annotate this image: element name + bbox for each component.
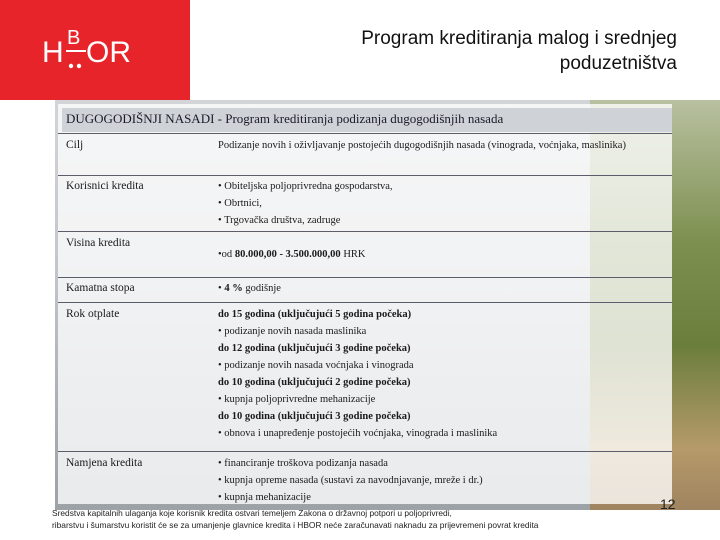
logo-letter-b: B <box>67 27 81 49</box>
row-divider <box>58 277 672 278</box>
rate-suffix: godišnje <box>242 283 281 294</box>
row-divider <box>58 175 672 176</box>
logo-dot-left <box>69 64 73 68</box>
footer-note <box>52 507 652 531</box>
list-item: • Trgovačka društva, zadruge <box>218 215 341 226</box>
term-heading: do 10 godina (uključujući 2 godine počeka) <box>218 377 411 388</box>
logo-dot-right <box>77 64 81 68</box>
table-heading: DUGOGODIŠNJI NASADI - Program kreditiranja podizanja dugogodišnjih nasada <box>62 108 672 132</box>
term-item: • kupnja poljoprivredne mehanizacije <box>218 394 376 405</box>
list-item: • kupnja opreme nasada (sustavi za navodnjavanje, mreže i dr.) <box>218 475 483 486</box>
list-item: • kupnja mehanizacije <box>218 492 311 503</box>
row-label-namjena: Namjena kredita <box>66 457 143 469</box>
row-divider <box>58 451 672 452</box>
hbor-logo <box>0 0 190 100</box>
term-heading: do 15 godina (uključujući 5 godina počeka) <box>218 309 412 320</box>
term-heading: do 10 godina (uključujući 3 godine počeka) <box>218 411 411 422</box>
amount-prefix: •od <box>218 249 235 260</box>
row-value-rok <box>218 306 670 442</box>
term-item: • podizanje novih nasada maslinika <box>218 326 367 337</box>
page-number: 12 <box>660 496 676 512</box>
title-line-2: poduzetništva <box>559 53 677 74</box>
footer-line-1: Sredstva kapitalnih ulaganja koje korisnik kredita ostvari temeljem Zakona o državnoj potpori u poljoprivredi, <box>52 508 452 518</box>
logo-graphic <box>0 0 190 100</box>
row-value-namjena <box>218 455 670 506</box>
row-value-kamatna <box>218 280 670 297</box>
list-item: • financiranje troškova podizanja nasada <box>218 458 388 469</box>
logo-bar <box>66 50 86 52</box>
row-value-visina <box>218 246 670 263</box>
amount-range: 80.000,00 - 3.500.000,00 <box>234 249 341 260</box>
row-value-cilj: Podizanje novih i oživljavanje postojećih dugogodišnjih nasada (vinograda, voćnjaka, maslinika) <box>218 140 626 151</box>
logo-letters-or: OR <box>86 36 131 69</box>
logo-letter-h: H <box>42 36 64 69</box>
row-label-cilj: Cilj <box>66 139 84 151</box>
term-item: • podizanje novih nasada voćnjaka i vinograda <box>218 360 414 371</box>
row-divider <box>58 231 672 232</box>
interest-rate: 4 % <box>224 283 243 294</box>
footer-line-2: ribarstvu i šumarstvu koristit će se za umanjenje glavnice kredita i HBOR neće zaračunavati naknadu za prijevremeni povrat kredita <box>52 520 539 530</box>
title-line-1: Program kreditiranja malog i srednjeg <box>361 28 677 49</box>
term-item: • obnova i unapređenje postojećih voćnjaka, vinograda i maslinika <box>218 428 498 439</box>
row-value-korisnici <box>218 178 670 229</box>
list-item: • Obrtnici, <box>218 198 262 209</box>
row-label-visina: Visina kredita <box>66 237 131 249</box>
term-heading: do 12 godina (uključujući 3 godine počeka) <box>218 343 411 354</box>
row-label-kamatna: Kamatna stopa <box>66 282 135 294</box>
slide-title <box>300 26 677 76</box>
list-item: • Obiteljska poljoprivredna gospodarstva, <box>218 181 393 192</box>
row-label-korisnici: Korisnici kredita <box>66 180 144 192</box>
row-divider <box>58 302 672 303</box>
row-divider <box>58 133 672 134</box>
rate-prefix: • <box>218 283 225 294</box>
row-label-rok: Rok otplate <box>66 308 120 320</box>
amount-suffix: HRK <box>340 249 366 260</box>
table-panel <box>58 104 672 504</box>
